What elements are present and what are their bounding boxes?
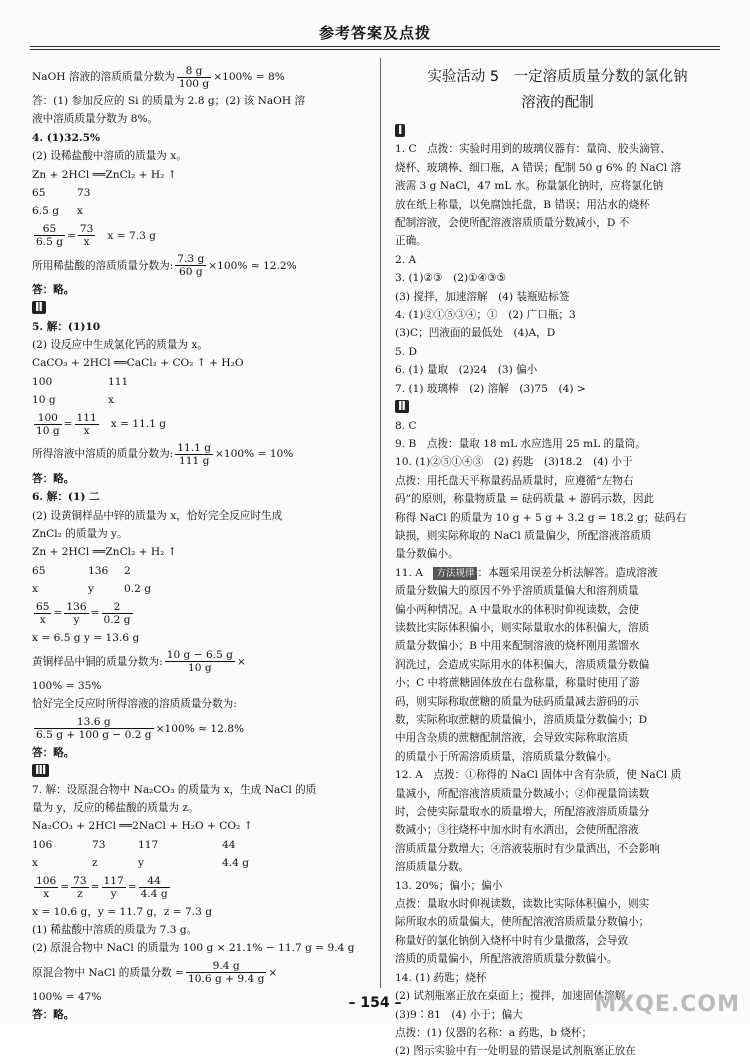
text: ×	[236, 655, 246, 668]
text-line: 质量分数偏小；B 中用来配制溶液的烧杯刚用蒸馏水	[395, 640, 640, 653]
text: NaOH 溶液的溶质质量分数为	[32, 70, 175, 83]
fraction	[34, 601, 51, 626]
text-line: 时，会使实际量取水的质量增大，所配溶液溶质质量分	[395, 806, 650, 819]
text-line: 12. A 点拨：①称得的 NaCl 固体中含有杂质，使 NaCl 质	[395, 769, 682, 782]
fraction	[175, 253, 206, 278]
text-line: 7. (1) 玻璃棒 (2) 溶解 (3)75 (4) >	[395, 382, 586, 395]
text-line: 数，实际称取蔗糖的质量偏小，溶质质量分数偏小；D	[395, 714, 648, 726]
q6-heading: 6. 解：(1) 二	[32, 491, 100, 504]
denominator: x	[39, 614, 46, 627]
numerator: 117	[103, 875, 124, 888]
numerator: 2	[102, 601, 133, 614]
text-line: 际所取水的质量偏大，使所配溶液溶质质量分数偏小；	[395, 916, 650, 929]
numerator: 73	[79, 223, 94, 236]
text-line: (2) 设稀盐酸中溶质的质量为 x。	[32, 150, 187, 163]
text-line: 点拨：(1) 仪器的名称：a 药匙，b 烧杯；	[395, 1026, 593, 1039]
numerator: 65	[36, 601, 50, 614]
mass-row	[32, 391, 372, 409]
section-marker-2	[32, 299, 372, 317]
numerator: 100	[34, 412, 62, 425]
text-line: 100% = 35%	[32, 679, 102, 692]
fraction	[102, 875, 126, 900]
text-line: 10. (1)②⑤①④③ (2) 药匙 (3)18.2 (4) 小于	[395, 456, 633, 469]
text-line: 配制溶液，会使所配溶液溶质质量分数减小，D 不	[395, 217, 630, 230]
text-line: (1) 稀盐酸中溶质的质量为 7.3 g。	[32, 924, 198, 936]
text-line: 放在纸上称量，以免腐蚀托盘，B 错误；用沾水的烧杯	[395, 198, 650, 211]
text-line	[395, 564, 720, 582]
fraction	[102, 601, 133, 626]
value: x	[108, 394, 114, 407]
text-line: 13. 20%；偏小；偏小	[395, 879, 503, 892]
denominator: 10.6 g + 9.4 g	[188, 973, 265, 986]
numerator: 111	[76, 412, 97, 425]
equation: Zn + 2HCl ══ZnCl₂ + H₂ ↑	[32, 546, 177, 559]
q4-heading: 4. (1)32.5%	[32, 131, 101, 144]
text-line: 量减小，所配溶液溶质质量分数减小；②仰视量筒读数	[395, 787, 650, 800]
naoh-fraction-line	[32, 62, 372, 92]
text-line: 偏小两种情况。A 中量取水的体积时仰视读数，会使	[395, 603, 640, 616]
text-line: (2) 图示实验中有一处明显的错误是试剂瓶塞正放在	[395, 1045, 636, 1058]
text-line: 质量分数偏大的原因不外乎溶质质量偏大和溶剂质量	[395, 585, 639, 598]
text: 所用稀盐酸的溶质质量分数为:	[32, 259, 174, 272]
proportion: $\frac{65}{6.5 g}$ = $\frac{73}{x}$ x = 7.3 g	[36, 223, 156, 249]
numerator: 10 g − 6.5 g	[166, 649, 233, 662]
mass-row	[32, 854, 372, 872]
section-icon: Ⅱ	[395, 400, 409, 413]
value: 73	[77, 187, 91, 200]
text-line: 5. D	[395, 345, 417, 358]
numerator: 13.6 g	[34, 716, 154, 729]
denominator: x	[83, 236, 90, 249]
denominator: y	[73, 614, 80, 627]
text: ×100% = 10%	[215, 448, 294, 461]
left-column	[32, 62, 372, 1025]
text-line: (2) 试剂瓶塞正放在桌面上；搅拌，加速固体溶解	[395, 990, 626, 1003]
fraction	[139, 875, 170, 900]
value: 2	[124, 564, 131, 577]
text-line: (2) 设反应中生成氯化钙的质量为 x。	[32, 339, 209, 352]
numerator: 9.4 g	[186, 960, 266, 973]
fraction	[34, 412, 62, 437]
text-line: (3)C；凹液面的最低处 (4)A，D	[395, 327, 556, 340]
text-line: 中用含杂质的蔗糖配制溶液，会导致实际称取溶质	[395, 732, 629, 745]
text: ×	[268, 966, 278, 979]
text-line: (2) 设黄铜样品中锌的质量为 x，恰好完全反应时生成	[32, 509, 283, 522]
answer-line: 液中溶质质量分数为 8%。	[32, 113, 159, 126]
text-line: 点拨：用托盘天平称量药品质量时，应遵循“左物右	[395, 474, 634, 487]
fraction	[34, 223, 65, 248]
value: x	[77, 205, 83, 218]
answer-line: 答：略。	[32, 472, 75, 485]
right-column	[395, 62, 720, 1061]
mass-row	[32, 202, 372, 220]
text-line: 3. (1)②③ (2)①④③⑤	[395, 272, 507, 285]
denominator: z	[77, 888, 83, 901]
numerator: 11.1 g	[177, 442, 212, 455]
denominator: x	[43, 888, 50, 901]
value: 111	[108, 375, 129, 388]
numerator: 44	[139, 875, 170, 888]
fraction	[75, 412, 99, 437]
result: x = 6.5 g y = 13.6 g	[32, 631, 140, 644]
text-line: 的质量小于所需溶质质量，溶质质量分数偏小。	[395, 750, 618, 763]
mass-row	[32, 580, 372, 598]
section-icon: Ⅲ	[32, 764, 49, 777]
page-header-title: 参考答案及点拨	[318, 24, 431, 42]
text: 黄铜样品中铜的质量分数为:	[32, 655, 163, 668]
fraction-line	[32, 958, 372, 988]
value: x	[32, 583, 38, 596]
numerator: 73	[73, 875, 87, 888]
section-marker-3	[32, 762, 372, 780]
text-line: 缺损，则实际称取的 NaCl 质量偏少，所配溶液溶质质	[395, 529, 652, 542]
text-line: 6. (1) 量取 (2)24 (3) 偏小	[395, 364, 538, 377]
section-title	[395, 64, 720, 116]
text-line: 称量好的氯化钠倒入烧杯中时有少量撒落，会导致	[395, 934, 629, 947]
text: 原混合物中 NaCl 的质量分数 =	[32, 966, 184, 979]
text-line: 小；C 中将蔗糖固体放在右盘称量，称量时使用了游	[395, 677, 640, 690]
section-icon: Ⅰ	[395, 124, 405, 137]
fraction	[177, 65, 211, 90]
text-line: ZnCl₂ 的质量为 y。	[32, 527, 128, 540]
value: z	[92, 857, 98, 870]
text-line: (3) 搅拌，加速溶解 (4) 装瓶贴标签	[395, 290, 570, 303]
numerator: 106	[36, 875, 57, 888]
value: 65	[32, 564, 46, 577]
fraction-line	[32, 647, 372, 677]
q7-heading: 7. 解：设原混合物中 Na₂CO₃ 的质量为 x，生成 NaCl 的质	[32, 783, 317, 796]
denominator: 111 g	[178, 455, 210, 468]
text-line: 8. C	[395, 419, 417, 432]
numerator: 8 g	[177, 65, 211, 78]
result: x = 10.6 g，y = 11.7 g，z = 7.3 g	[32, 905, 213, 918]
section-marker-2-right	[395, 398, 720, 416]
text: 所得溶液中溶质的质量分数为:	[32, 448, 174, 461]
value: 4.4 g	[222, 857, 249, 870]
text: ×100% ≈ 12.8%	[155, 722, 245, 735]
value: 6.5 g	[32, 205, 59, 218]
text: 11. A	[395, 566, 434, 579]
equation: Zn + 2HCl ══ZnCl₂ + H₂ ↑	[32, 168, 177, 181]
column-divider	[380, 58, 381, 988]
text-line: 2. A	[395, 253, 417, 266]
numerator: 136	[66, 601, 87, 614]
fraction	[34, 716, 154, 741]
text-line: 恰好完全反应时所得溶液的溶质质量分数为:	[32, 698, 237, 711]
answer-line: 答：略。	[32, 746, 75, 759]
section-icon: Ⅱ	[32, 301, 46, 314]
text-line: 量为 y，反应的稀盐酸的质量为 z。	[32, 801, 199, 814]
text-line: 码”的原则，称量物质量 = 砝码质量 + 游码示数，因此	[395, 493, 655, 506]
equation: Na₂CO₃ + 2HCl ══2NaCl + H₂O + CO₂ ↑	[32, 820, 253, 833]
value: 73	[92, 838, 106, 851]
text-line: 溶质的质量偏小，所配溶液溶质质量分数偏小。	[395, 953, 618, 966]
answer-line: 答：(1) 参加反应的 Si 的质量为 2.8 g；(2) 该 NaOH 溶	[32, 95, 306, 107]
result: x = 7.3 g	[107, 229, 156, 242]
value: 136	[88, 564, 109, 577]
numerator: 65	[34, 223, 65, 236]
denominator: 6.5 g + 100 g − 0.2 g	[36, 729, 152, 742]
text: ×100% = 8%	[213, 70, 285, 83]
denominator: 100 g	[178, 77, 210, 90]
fraction-line	[32, 714, 372, 744]
fraction-line	[32, 251, 372, 281]
proportion: $\frac{106}{x}$ = $\frac{73}{z}$ = $\frac{117}{y}$ = $\frac{44}{4.4 g}$	[36, 875, 168, 901]
fraction	[165, 649, 235, 674]
answer-line: 答：略。	[32, 283, 75, 296]
header-rule-bottom	[30, 49, 720, 50]
value: 100	[32, 375, 53, 388]
value: 106	[32, 838, 53, 851]
text-line: 9. B 点拨：量取 18 mL 水应选用 25 mL 的量筒。	[395, 437, 646, 450]
text: ：本题采用误差分析法解答。造成溶液	[477, 566, 658, 579]
denominator: 10 g	[188, 662, 212, 675]
denominator: 0.2 g	[103, 614, 131, 627]
equation: CaCO₃ + 2HCl ══CaCl₂ + CO₂ ↑ + H₂O	[32, 357, 244, 370]
text-line: 溶质质量分数增大；④溶液装瓶时有少量洒出，不会影响	[395, 842, 660, 855]
text-line: 100% = 47%	[32, 990, 102, 1003]
text: ×100% ≈ 12.2%	[208, 259, 297, 272]
value: y	[88, 583, 94, 596]
denominator: 6.5 g	[36, 236, 63, 249]
page-number: – 154 –	[348, 995, 402, 1011]
text-line: (2) 原混合物中 NaCl 的质量为 100 g × 21.1% − 11.7 g = 9.4 g	[32, 942, 355, 955]
answer-line: 答：略。	[32, 1009, 75, 1022]
denominator: 10 g	[36, 425, 60, 438]
mass-row	[32, 836, 372, 854]
denominator: 4.4 g	[140, 888, 168, 901]
proportion: $\frac{100}{10 g}$ = $\frac{111}{x}$ x = 11.1 g	[36, 412, 167, 438]
text-line: 码，则实际称取蔗糖的质量为砝码质量减去游码的示	[395, 695, 639, 708]
value: 44	[222, 838, 236, 851]
denominator: y	[110, 888, 117, 901]
fraction	[175, 442, 213, 467]
text-line: 1. C 点拨：实验时用到的玻璃仪器有：量筒、胶头滴管、	[395, 143, 671, 156]
text-line: 烧杯、玻璃棒、细口瓶，A 错误；配制 50 g 6% 的 NaCl 溶	[395, 161, 682, 174]
value: y	[138, 857, 144, 870]
text-line: 14. (1) 药匙；烧杯	[395, 971, 487, 984]
text-line: 数减小；③往烧杯中加水时有水洒出，会使所配溶液	[395, 824, 639, 837]
mass-row	[32, 373, 372, 391]
mass-row	[32, 184, 372, 202]
text-line: 4. (1)②①⑤③④；① (2) 广口瓶；3	[395, 309, 576, 322]
mass-row	[32, 562, 372, 580]
result: x = 11.1 g	[110, 418, 167, 431]
section-title-line1: 实验活动 5 一定溶质质量分数的氯化钠	[427, 69, 688, 85]
watermark-logo: MXQE.COM	[594, 992, 740, 1017]
fraction	[64, 601, 88, 626]
q5-heading: 5. 解：(1)10	[32, 320, 101, 333]
fraction	[34, 875, 58, 900]
fraction	[186, 960, 266, 985]
value: 0.2 g	[124, 583, 151, 596]
proportion: $\frac{65}{x}$ = $\frac{136}{y}$ = $\frac{2}{0.2 g}$	[36, 601, 131, 627]
section-title-line2: 溶液的配制	[521, 95, 594, 111]
text-line: 润洗过，会造成实际用水的体积偏大，溶质质量分数偏	[395, 658, 650, 671]
text-line: (3)9∶81 (4) 小于；偏大	[395, 1008, 523, 1021]
numerator: 7.3 g	[177, 253, 205, 266]
method-tag: 方法规律	[433, 567, 477, 580]
text-line: 称得 NaCl 的质量为 10 g + 5 g + 3.2 g = 18.2 g；砝码右	[395, 511, 687, 524]
value: 65	[32, 187, 46, 200]
fraction-line	[32, 440, 372, 470]
denominator: x	[83, 425, 90, 438]
text-line: 读数比实际体积偏小，则实际量取水的体积偏大，溶质	[395, 621, 650, 634]
text-line: 溶质质量分数。	[395, 861, 470, 874]
header-rule-top	[30, 46, 720, 47]
fraction	[78, 223, 95, 248]
text-line: 量分数偏小。	[395, 548, 459, 561]
fraction	[71, 875, 88, 900]
value: 10 g	[32, 394, 56, 407]
value: 117	[138, 838, 159, 851]
text-line: 点拨：量取水时仰视读数，读数比实际体积偏小，则实	[395, 898, 650, 911]
text-line: 正确。	[395, 235, 427, 248]
value: x	[32, 857, 38, 870]
text-line: 液需 3 g NaCl，47 mL 水。称量氯化钠时，应将氯化钠	[395, 180, 664, 193]
denominator: 60 g	[178, 266, 203, 279]
section-marker-1	[395, 122, 720, 140]
